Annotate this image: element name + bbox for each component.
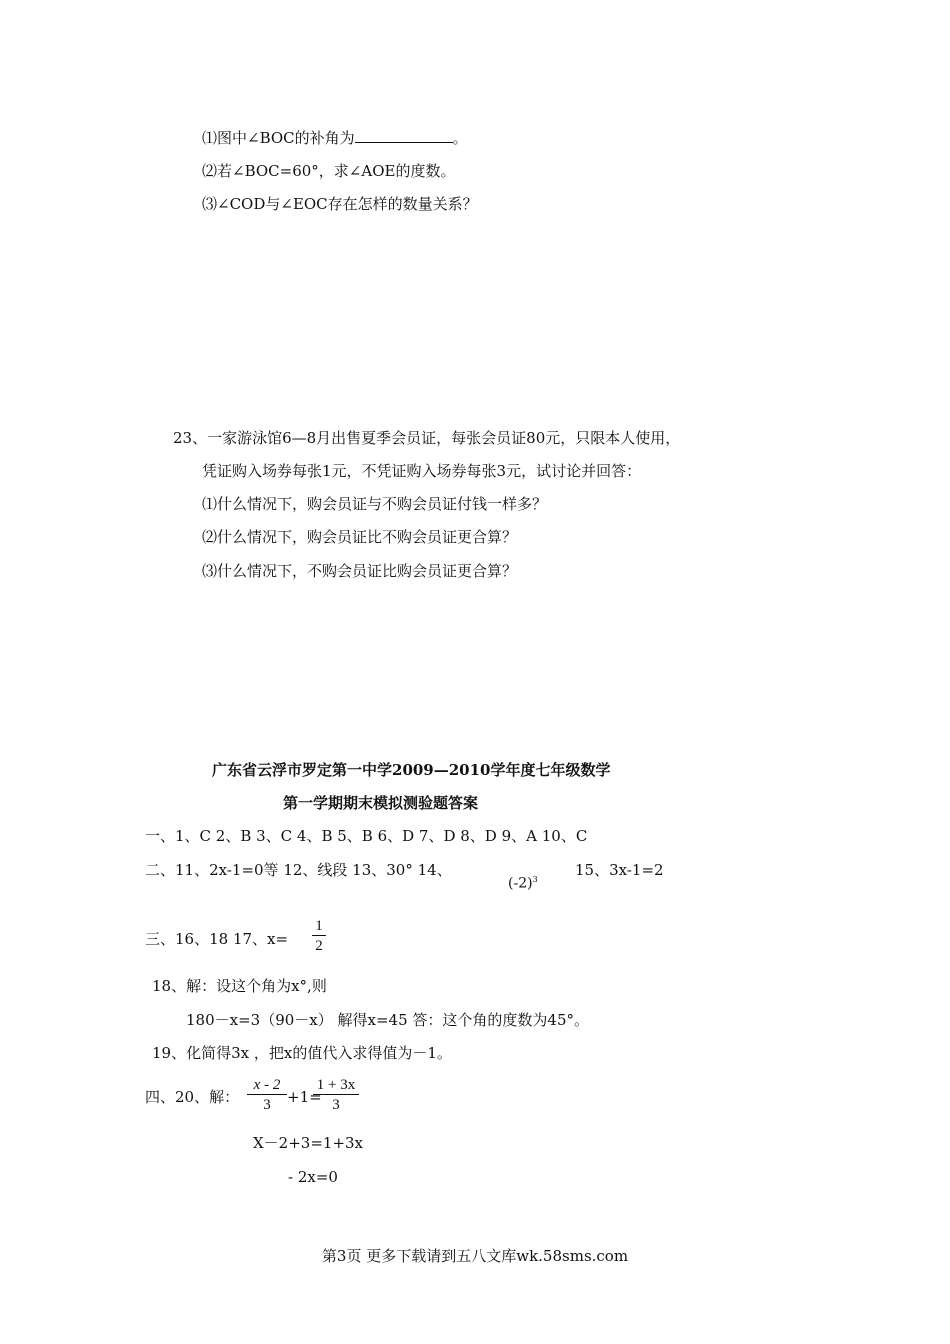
answer-title-line2: 第一学期期末模拟测验题答案 — [283, 794, 479, 812]
q20-label: 四、20、解： — [145, 1088, 240, 1106]
fraction-x-minus-2-over-3 — [247, 1076, 287, 1115]
answer-14-exponent: 3 — [532, 875, 538, 884]
answer-blank — [355, 127, 453, 143]
fraction-1-plus-3x-over-3 — [313, 1076, 359, 1115]
q22-part1-text: ⑴图中∠BOC的补角为 — [202, 129, 355, 147]
q23-part1: ⑴什么情况下，购会员证与不购会员证付钱一样多？ — [202, 495, 548, 513]
q18-line1: 18、解：设这个角为x°,则 — [152, 977, 327, 995]
fraction-denominator: 3 — [263, 1097, 271, 1113]
q22-part2: ⑵若∠BOC=60°，求∠AOE的度数。 — [202, 162, 456, 180]
answer-title-line1: 广东省云浮市罗定第一中学2009—2010学年度七年级数学 — [212, 761, 611, 779]
q18-line2: 180－x=3（90－x） 解得x=45 答：这个角的度数为45°。 — [186, 1011, 589, 1029]
q22-part1-end: 。 — [452, 129, 468, 147]
fraction-denominator: 2 — [315, 938, 323, 954]
answers-section-2-left: 二、11、2x-1=0等 12、线段 13、30° 14、 — [145, 861, 452, 879]
q22-part1 — [202, 127, 468, 148]
answers-section-2-right: 15、3x-1=2 — [575, 861, 664, 879]
answers-section-1: 一、1、C 2、B 3、C 4、B 5、B 6、D 7、D 8、D 9、A 10、C — [145, 827, 588, 845]
answers-section-3: 三、16、18 17、x= — [145, 930, 289, 948]
fraction-one-half — [312, 917, 326, 956]
answer-14-expression — [508, 870, 538, 894]
q23-part3: ⑶什么情况下，不购会员证比购会员证更合算？ — [202, 562, 518, 580]
fraction-numerator: 1 + 3x — [316, 1077, 356, 1093]
q20-step3: - 2x=0 — [288, 1168, 338, 1186]
q19-line: 19、化简得3x ，把x的值代入求得值为－1。 — [152, 1044, 452, 1062]
page-footer: 第3页 更多下载请到五八文库wk.58sms.com — [321, 1247, 629, 1265]
fraction-denominator: 3 — [332, 1097, 340, 1113]
fraction-numerator: x - 2 — [253, 1077, 281, 1093]
q23-stem-line2: 凭证购入场券每张1元，不凭证购入场券每张3元，试讨论并回答： — [202, 462, 642, 480]
fraction-numerator: 1 — [315, 918, 323, 934]
q20-plus-one-equals: +1= — [287, 1088, 322, 1106]
q23-stem-line1: 23、一家游泳馆6—8月出售夏季会员证，每张会员证80元，只限本人使用， — [173, 429, 681, 447]
q20-step2: X－2+3=1+3x — [253, 1134, 364, 1152]
q23-part2: ⑵什么情况下，购会员证比不购会员证更合算？ — [202, 528, 518, 546]
answer-14-base: (-2) — [508, 875, 533, 892]
q22-part3: ⑶∠COD与∠EOC存在怎样的数量关系？ — [202, 195, 478, 213]
